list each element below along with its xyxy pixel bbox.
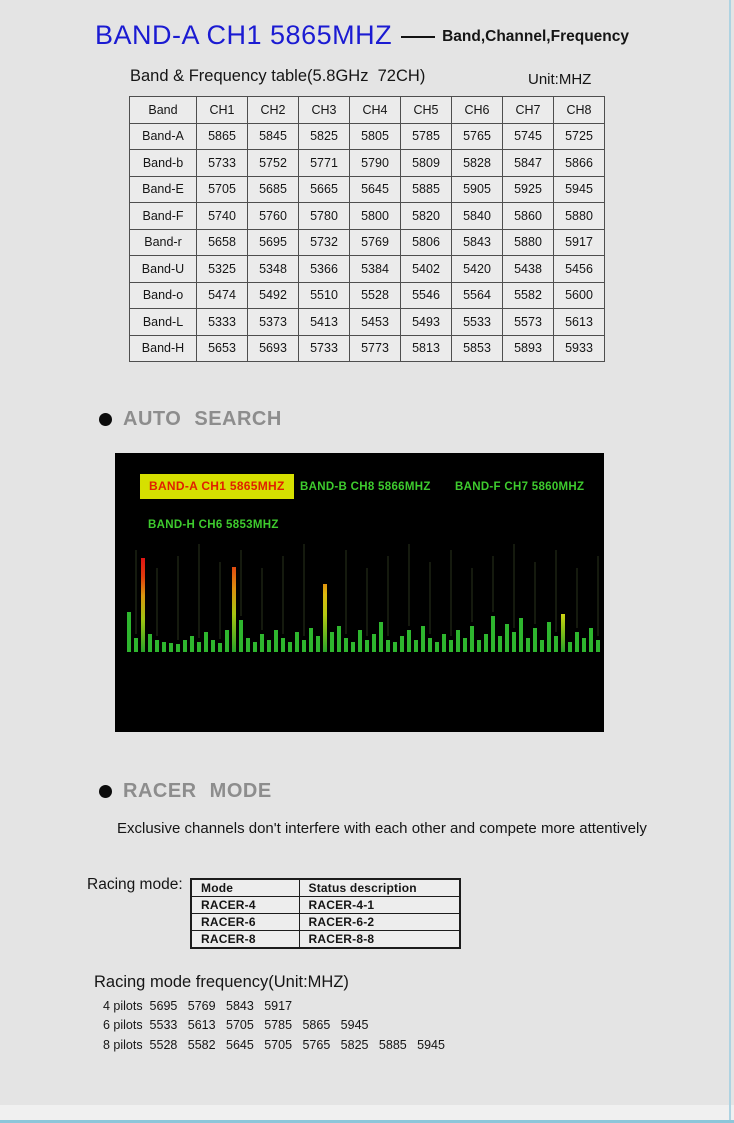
spectrum-bar [400, 540, 404, 652]
spectrum-bar [302, 540, 306, 652]
frequency-cell: 5732 [299, 229, 350, 256]
frequency-cell: 5695 [248, 229, 299, 256]
band-table-header-cell: CH3 [299, 97, 350, 124]
band-table-header-cell: Band [130, 97, 197, 124]
spectrum-bar [596, 540, 600, 652]
band-frequency-table [129, 96, 605, 362]
spectrum-bar [288, 540, 292, 652]
spectrum-bar [204, 540, 208, 652]
frequency-cell: 5438 [503, 256, 554, 283]
spectrum-bar [295, 540, 299, 652]
racer-mode-table [190, 878, 461, 949]
frequency-cell: 5600 [554, 282, 605, 309]
band-name-cell: Band-r [130, 229, 197, 256]
frequency-cell: 5790 [350, 150, 401, 177]
spectrum-bar [351, 540, 355, 652]
page-title: BAND-A CH1 5865MHZ [95, 20, 393, 50]
spectrum-bar [498, 540, 502, 652]
page-edge-line-right [729, 0, 731, 1123]
racer-table-row [191, 897, 460, 914]
band-table-row [130, 150, 605, 177]
bullet-icon [99, 413, 112, 426]
band-name-cell: Band-U [130, 256, 197, 283]
spectrum-bar [554, 540, 558, 652]
frequency-cell: 5785 [401, 123, 452, 150]
bottom-strip [0, 1105, 734, 1120]
spectrum-bar [155, 540, 159, 652]
unit-label: Unit:MHZ [528, 71, 592, 88]
spectrum-bar [309, 540, 313, 652]
spectrum-bar [246, 540, 250, 652]
spectrum-bar [330, 540, 334, 652]
band-table-header-cell: CH1 [197, 97, 248, 124]
bullet-icon [99, 785, 112, 798]
frequency-cell: 5325 [197, 256, 248, 283]
frequency-cell: 5780 [299, 203, 350, 230]
frequency-cell: 5653 [197, 335, 248, 362]
spectrum-bar [505, 540, 509, 652]
racer-mode-cell: RACER-8 [191, 931, 299, 949]
frequency-cell: 5645 [350, 176, 401, 203]
band-table-header-cell: CH2 [248, 97, 299, 124]
spectrum-bar [260, 540, 264, 652]
spectrum-bar [477, 540, 481, 652]
frequency-cell: 5693 [248, 335, 299, 362]
frequency-cell: 5733 [197, 150, 248, 177]
frequency-cell: 5885 [401, 176, 452, 203]
spectrum-bar [169, 540, 173, 652]
racer-mode-heading-label: RACER MODE [123, 780, 272, 802]
frequency-cell: 5917 [554, 229, 605, 256]
spectrum-bar [225, 540, 229, 652]
frequency-cell: 5333 [197, 309, 248, 336]
racer-status-cell: RACER-6-2 [299, 914, 460, 931]
frequency-cell: 5745 [503, 123, 554, 150]
frequency-cell: 5348 [248, 256, 299, 283]
spectrum-bar [407, 540, 411, 652]
band-table-row [130, 123, 605, 150]
spectrum-bar [379, 540, 383, 652]
frequency-cell: 5925 [503, 176, 554, 203]
frequency-cell: 5933 [554, 335, 605, 362]
frequency-cell: 5373 [248, 309, 299, 336]
band-table-header-cell: CH4 [350, 97, 401, 124]
selected-channel-label: BAND-A CH1 5865MHZ [140, 474, 294, 499]
frequency-cell: 5880 [554, 203, 605, 230]
band-table-row [130, 203, 605, 230]
racer-status-cell: RACER-4-1 [299, 897, 460, 914]
spectrum-bar [435, 540, 439, 652]
spectrum-bar [589, 540, 593, 652]
frequency-cell: 5806 [401, 229, 452, 256]
page-header [95, 20, 629, 51]
spectrum-bar [386, 540, 390, 652]
band-name-cell: Band-b [130, 150, 197, 177]
spectrum-bar [491, 540, 495, 652]
frequency-cell: 5546 [401, 282, 452, 309]
frequency-cell: 5573 [503, 309, 554, 336]
frequency-cell: 5456 [554, 256, 605, 283]
racer-table-header-cell: Status description [299, 879, 460, 897]
title-annotation: Band,Channel,Frequency [442, 27, 629, 45]
spectrum-bar [428, 540, 432, 652]
racing-mode-label: Racing mode: [87, 876, 183, 893]
spectrum-bar [267, 540, 271, 652]
frequency-row: 8 pilots 5528 5582 5645 5705 5765 5825 5885 5945 [103, 1037, 445, 1052]
channel-label-band-b: BAND-B CH8 5866MHZ [300, 481, 431, 493]
spectrum-chart [127, 540, 600, 652]
frequency-cell: 5843 [452, 229, 503, 256]
frequency-cell: 5528 [350, 282, 401, 309]
frequency-cell: 5828 [452, 150, 503, 177]
racer-table-header-row [191, 879, 460, 897]
spectrum-bar [127, 540, 131, 652]
channel-label-band-f: BAND-F CH7 5860MHZ [455, 481, 585, 493]
frequency-cell: 5510 [299, 282, 350, 309]
band-name-cell: Band-L [130, 309, 197, 336]
frequency-cell: 5866 [554, 150, 605, 177]
band-table-header-cell: CH6 [452, 97, 503, 124]
frequency-cell: 5665 [299, 176, 350, 203]
racer-mode-description: Exclusive channels don't interfere with each other and compete more attentively [117, 820, 647, 837]
band-table-row [130, 282, 605, 309]
frequency-cell: 5752 [248, 150, 299, 177]
racing-frequency-title: Racing mode frequency(Unit:MHZ) [94, 973, 349, 991]
spectrum-bar [176, 540, 180, 652]
spectrum-bar [449, 540, 453, 652]
frequency-cell: 5492 [248, 282, 299, 309]
spectrum-bar [211, 540, 215, 652]
racer-mode-section-heading [99, 780, 272, 803]
band-table-row [130, 335, 605, 362]
spectrum-bar [197, 540, 201, 652]
spectrum-bar [162, 540, 166, 652]
frequency-cell: 5705 [197, 176, 248, 203]
band-table-header-cell: CH8 [554, 97, 605, 124]
spectrum-bar [183, 540, 187, 652]
spectrum-bar [512, 540, 516, 652]
frequency-cell: 5413 [299, 309, 350, 336]
frequency-cell: 5474 [197, 282, 248, 309]
frequency-cell: 5825 [299, 123, 350, 150]
racer-table-header-cell: Mode [191, 879, 299, 897]
frequency-cell: 5564 [452, 282, 503, 309]
frequency-cell: 5845 [248, 123, 299, 150]
spectrum-bar [561, 540, 565, 652]
frequency-cell: 5402 [401, 256, 452, 283]
frequency-cell: 5384 [350, 256, 401, 283]
frequency-cell: 5809 [401, 150, 452, 177]
band-table-row [130, 309, 605, 336]
frequency-row: 4 pilots 5695 5769 5843 5917 [103, 999, 293, 1013]
band-name-cell: Band-H [130, 335, 197, 362]
spectrum-bar [575, 540, 579, 652]
spectrum-bar [239, 540, 243, 652]
frequency-cell: 5769 [350, 229, 401, 256]
spectrum-bar [218, 540, 222, 652]
frequency-cell: 5765 [452, 123, 503, 150]
frequency-cell: 5366 [299, 256, 350, 283]
racer-mode-cell: RACER-6 [191, 914, 299, 931]
frequency-cell: 5740 [197, 203, 248, 230]
band-table-row [130, 176, 605, 203]
band-name-cell: Band-A [130, 123, 197, 150]
spectrum-bar [337, 540, 341, 652]
frequency-row: 6 pilots 5533 5613 5705 5785 5865 5945 [103, 1018, 369, 1033]
frequency-cell: 5945 [554, 176, 605, 203]
spectrum-bar [316, 540, 320, 652]
frequency-cell: 5840 [452, 203, 503, 230]
spectrum-bar [533, 540, 537, 652]
spectrum-bar [442, 540, 446, 652]
spectrum-bar [281, 540, 285, 652]
frequency-cell: 5847 [503, 150, 554, 177]
spectrum-bar [274, 540, 278, 652]
spectrum-bar [372, 540, 376, 652]
title-dash-line [401, 36, 435, 39]
frequency-cell: 5813 [401, 335, 452, 362]
auto-search-heading-label: AUTO SEARCH [123, 408, 282, 430]
spectrum-bar [463, 540, 467, 652]
frequency-cell: 5860 [503, 203, 554, 230]
racer-status-cell: RACER-8-8 [299, 931, 460, 949]
frequency-cell: 5582 [503, 282, 554, 309]
spectrum-bar [232, 540, 236, 652]
spectrum-bar [253, 540, 257, 652]
spectrum-bar [365, 540, 369, 652]
racer-table-row [191, 931, 460, 949]
spectrum-bar [134, 540, 138, 652]
spectrum-bar [456, 540, 460, 652]
frequency-cell: 5733 [299, 335, 350, 362]
band-table-row [130, 256, 605, 283]
band-table-header-row [130, 97, 605, 124]
frequency-cell: 5880 [503, 229, 554, 256]
band-table-header-cell: CH7 [503, 97, 554, 124]
racer-table-row [191, 914, 460, 931]
spectrum-bar [323, 540, 327, 652]
spectrum-bar [393, 540, 397, 652]
spectrum-bar [414, 540, 418, 652]
spectrum-bar [484, 540, 488, 652]
frequency-cell: 5905 [452, 176, 503, 203]
spectrum-bar [540, 540, 544, 652]
frequency-cell: 5805 [350, 123, 401, 150]
band-table-header-cell: CH5 [401, 97, 452, 124]
frequency-cell: 5760 [248, 203, 299, 230]
spectrum-bar [358, 540, 362, 652]
frequency-cell: 5685 [248, 176, 299, 203]
frequency-cell: 5800 [350, 203, 401, 230]
frequency-cell: 5820 [401, 203, 452, 230]
channel-label-band-h: BAND-H CH6 5853MHZ [148, 519, 279, 531]
spectrum-bar [421, 540, 425, 652]
spectrum-bar [344, 540, 348, 652]
frequency-cell: 5771 [299, 150, 350, 177]
auto-search-section-heading [99, 408, 282, 431]
frequency-cell: 5658 [197, 229, 248, 256]
spectrum-bar [148, 540, 152, 652]
spectrum-bar [519, 540, 523, 652]
frequency-cell: 5865 [197, 123, 248, 150]
spectrum-bar [470, 540, 474, 652]
band-name-cell: Band-E [130, 176, 197, 203]
racer-mode-cell: RACER-4 [191, 897, 299, 914]
band-name-cell: Band-F [130, 203, 197, 230]
spectrum-bar [582, 540, 586, 652]
auto-search-display [115, 453, 604, 732]
frequency-cell: 5493 [401, 309, 452, 336]
frequency-cell: 5725 [554, 123, 605, 150]
spectrum-bar [190, 540, 194, 652]
racing-frequency-list [103, 997, 445, 1055]
spectrum-bar [568, 540, 572, 652]
frequency-cell: 5533 [452, 309, 503, 336]
band-name-cell: Band-o [130, 282, 197, 309]
spectrum-bar [141, 540, 145, 652]
frequency-cell: 5893 [503, 335, 554, 362]
frequency-cell: 5453 [350, 309, 401, 336]
frequency-cell: 5613 [554, 309, 605, 336]
band-table-row [130, 229, 605, 256]
frequency-cell: 5420 [452, 256, 503, 283]
spectrum-bar [526, 540, 530, 652]
spectrum-bar [547, 540, 551, 652]
band-table-caption: Band & Frequency table(5.8GHz 72CH) [130, 67, 426, 85]
frequency-cell: 5853 [452, 335, 503, 362]
frequency-cell: 5773 [350, 335, 401, 362]
